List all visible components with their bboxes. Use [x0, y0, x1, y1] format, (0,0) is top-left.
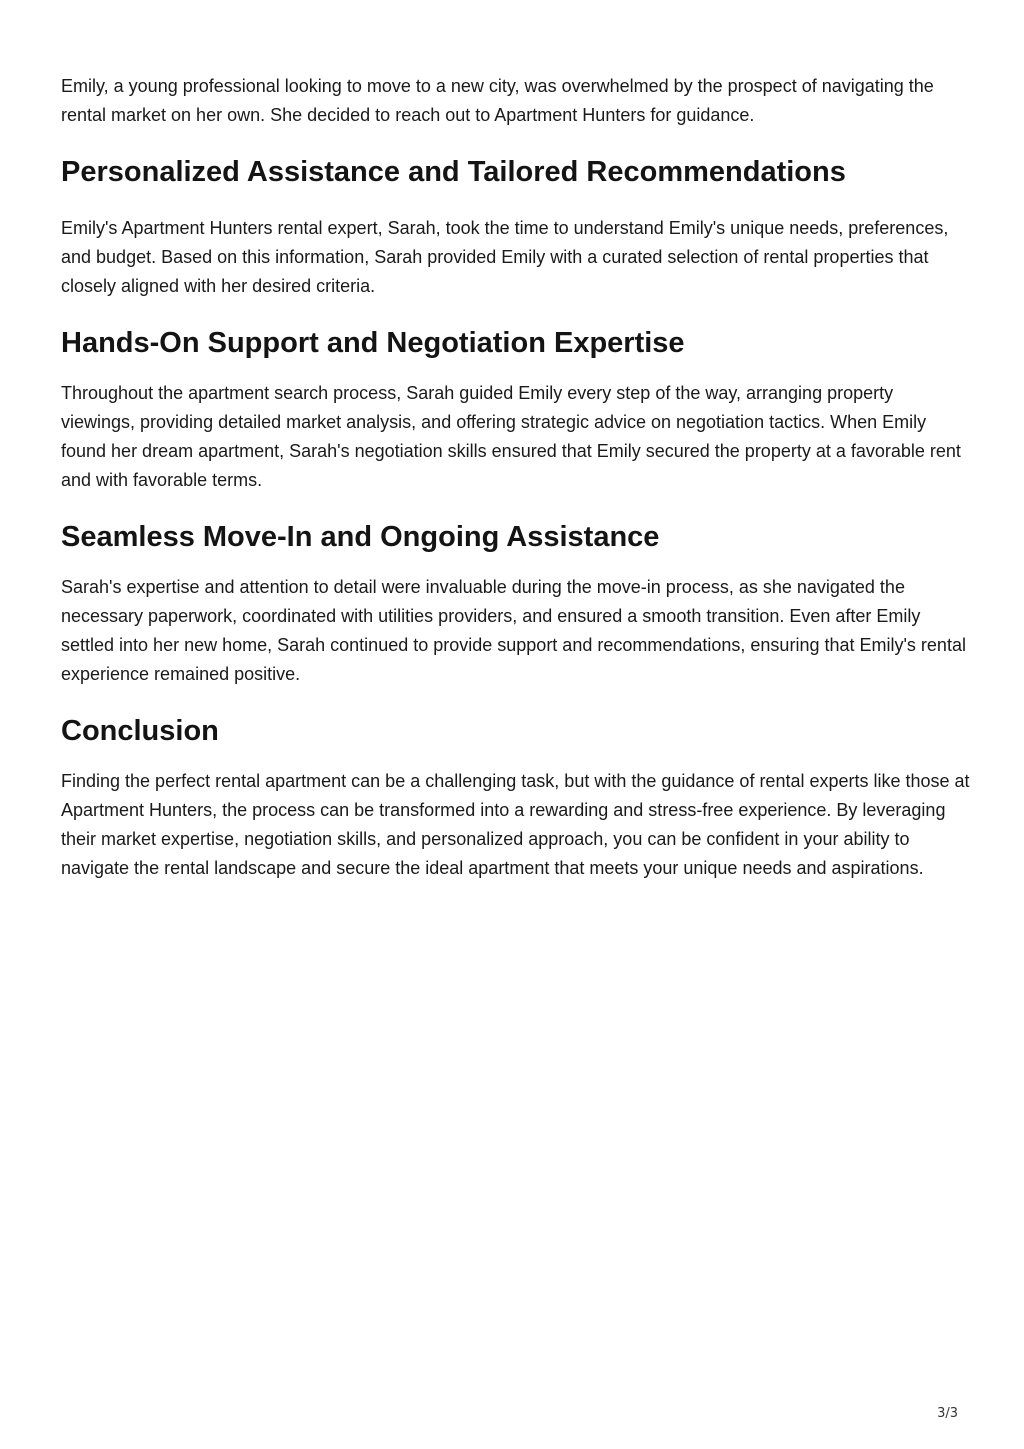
- section-heading-personalized-assistance: Personalized Assistance and Tailored Recommendations: [61, 156, 846, 188]
- section-heading-seamless-move-in: Seamless Move-In and Ongoing Assistance: [61, 521, 660, 553]
- section-body-seamless-move-in: Sarah's expertise and attention to detail were invaluable during the move-in process, as she navigated the necessary paperwork, coordinated with utilities providers, and ensured a smooth transition. Even after Emily settled into her new home, Sarah continued to provide support and recommendations, ensuring that Emily's rental experience remained positive.: [61, 577, 966, 684]
- section-body-conclusion: Finding the perfect rental apartment can be a challenging task, but with the guidance of rental experts like those at Apartment Hunters, the process can be transformed into a rewarding and stress-free experience. By leveraging their market expertise, negotiation skills, and personalized approach, you can be confident in your ability to navigate the rental landscape and secure the ideal apartment that meets your unique needs and aspirations.: [61, 771, 970, 878]
- section-body-personalized-assistance: Emily's Apartment Hunters rental expert, Sarah, took the time to understand Emily's unique needs, preferences, and budget. Based on this information, Sarah provided Emily with a curated selection of rental properties that closely aligned with her desired criteria.: [61, 218, 949, 296]
- section-heading-conclusion: Conclusion: [61, 715, 219, 747]
- section-body-hands-on-support: Throughout the apartment search process, Sarah guided Emily every step of the way, arranging property viewings, providing detailed market analysis, and offering strategic advice on negotiation tactics. When Emily found her dream apartment, Sarah's negotiation skills ensured that Emily secured the property at a favorable rent and with favorable terms.: [61, 383, 961, 490]
- intro-paragraph: Emily, a young professional looking to move to a new city, was overwhelmed by the prospect of navigating the rental market on her own. She decided to reach out to Apartment Hunters for guidance.: [61, 76, 934, 125]
- section-heading-hands-on-support: Hands-On Support and Negotiation Expertise: [61, 327, 685, 359]
- document-page: [61, 72, 971, 883]
- page-number: 3/3: [937, 1406, 958, 1421]
